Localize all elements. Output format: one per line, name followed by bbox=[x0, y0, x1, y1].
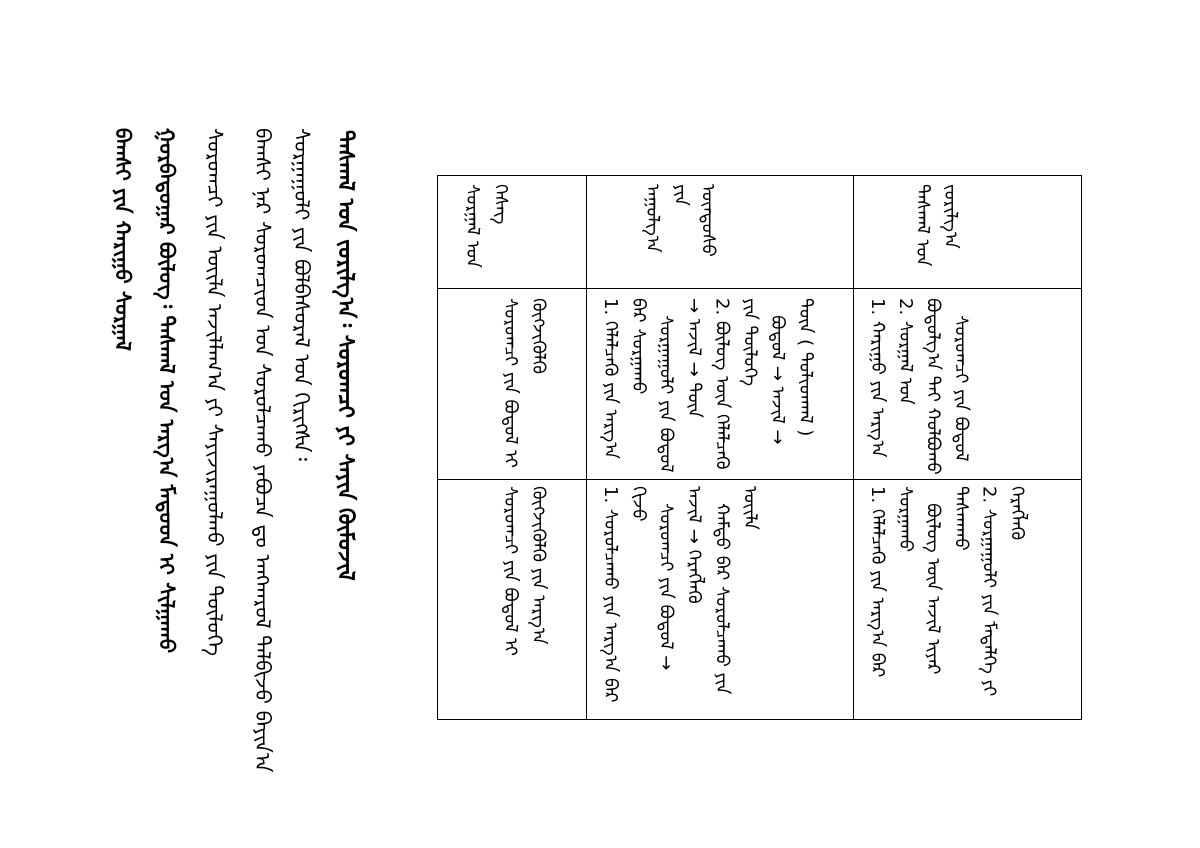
prose-line-2: ᠪᠠᠭᠰᠢ ᠨᠠᠷ ᠰᠤᠷᠤᠭᠴᠢᠳ ᠤᠨ ᠰᠤᠷᠤᠯᠴᠠᠬᠤ ᠶᠠᠪᠤᠴᠠ ᠳᠤ ᠠᠩᠬᠠᠷᠤᠯ ᠲᠠᠯᠪᠢᠵᠤ ᠪᠠᠶᠢᠨ᠎ᠠ bbox=[250, 128, 275, 773]
table-header-3: ᠳᠠᠰᠬᠠᠯ ᠤᠨ ᠵᠣᠷᠢᠯᠭ᠎ᠠ bbox=[911, 184, 961, 273]
heading: ᠳᠠᠰᠬᠠᠯ ᠤᠨ ᠵᠣᠷᠢᠯᠭ᠎ᠠ᠄ ᠰᠤᠷᠤᠭᠴᠢ ᠶᠢ ᠰᠠᠶᠢᠨ ᠬᠥᠮᠦᠵᠢᠯ bbox=[332, 130, 358, 581]
table-cell-content-2: 1. ᠰᠤᠷᠤᠯᠴᠠᠬᠤ ᠶᠢᠨ ᠠᠷᠭ᠎ᠠ ᠪᠡᠷ ᠬᠢᠵᠦ ᠰᠤᠷᠤᠭᠴᠢ ᠶᠢᠨ ᠪᠣᠳᠤᠯ → ᠠᠵᠢᠯ → ᠬᠡᠷᠡᠭᠯᠡᠬᠦ ᠬᠠᠮᠲᠤ ᠪᠡᠷ ᠰᠤᠷᠤᠯᠴᠠᠬᠤ ᠶᠢᠨ ᠦᠢᠯᠡ bbox=[599, 486, 761, 703]
table-cell-part-2: ᠰᠤᠷᠤᠭᠴᠢ ᠶᠢᠨ ᠪᠣᠳᠤᠯ ᠢ ᠬᠦᠭᠵᠢᠭᠦᠯᠬᠦ ᠶᠢᠨ ᠠᠷᠭ᠎ᠠ bbox=[499, 486, 549, 662]
table-header-1: ᠰᠤᠷᠭᠠᠯ ᠤᠨ ᠬᠡᠰᠡᠭ bbox=[461, 184, 511, 274]
prose-line-5: ᠪᠠᠭᠰᠢ ᠶᠢᠨ ᠬᠠᠷᠢᠭᠤ ᠰᠤᠷᠭᠠᠯ bbox=[110, 128, 135, 351]
table-cell-part-1: ᠰᠤᠷᠤᠭᠴᠢ ᠶᠢᠨ ᠪᠣᠳᠤᠯ ᠢ ᠬᠦᠭᠵᠢᠭᠦᠯᠬᠦ bbox=[499, 298, 549, 474]
prose-line-1: ᠰᠤᠷᠭᠠᠭᠤᠯᠢ ᠶᠢᠨ ᠪᠣᠯᠪᠠᠰᠤᠷᠠᠯ ᠤᠨ ᠬᠢᠷᠢᠭᠰᠡ᠄ bbox=[289, 128, 314, 461]
prose-line-3: ᠰᠤᠷᠤᠭᠴᠢ ᠶᠢᠨ ᠦᠢᠯᠡ ᠠᠵᠢᠯᠯᠠᠭ᠎ᠠ ᠶᠢ ᠰᠠᠶᠢᠵᠢᠷᠠᠭᠤᠯᠬᠤ ᠶᠢᠨ ᠲᠥᠯᠥᠭᠡ bbox=[202, 128, 227, 657]
table-cell-content-1: 1. ᠬᠡᠯᠡᠯᠴᠡᠬᠦ ᠶᠢᠨ ᠠᠷᠭ᠎ᠠ ᠪᠡᠷ ᠰᠤᠷᠭᠠᠬᠤ ᠰᠤᠷᠭᠠᠭᠤᠯᠢ ᠶᠢᠨ ᠪᠣᠳᠤᠯ → ᠠᠵᠢᠯ → ᠳᠦᠨ 2. ᠪᠦᠯᠦᠭ ᠦᠨ ᠬᠡᠯᠡᠯᠴᠡᠬᠦ ᠶᠢᠨ ᠲᠥᠯᠥᠭᠡ ᠪᠣᠳᠤᠯ → ᠠᠵᠢᠯ → ᠳᠦᠨ ( ᠲᠣᠯᠢᠳᠬᠠᠯ ) bbox=[599, 298, 817, 473]
table-cell-goal-2: 1. ᠬᠡᠯᠡᠯᠴᠡᠬᠦ ᠶᠢᠨ ᠠᠷᠭ᠎ᠠ ᠪᠡᠷ ᠰᠤᠷᠭᠠᠬᠤ ᠪᠦᠯᠦᠭ ᠦᠨ ᠠᠵᠢᠯ ᠢᠶᠠᠷ ᠳᠠᠰᠬᠠᠬᠤ 2. ᠰᠤᠷᠭᠠᠭᠤᠯᠢ ᠶᠢᠨ ᠮᠡᠳᠡᠯᠭᠡ ᠶᠢ ᠬᠡᠷᠡᠭᠯᠡᠬᠦ bbox=[866, 486, 1028, 697]
lesson-table bbox=[437, 175, 1082, 720]
table-column-divider-2 bbox=[853, 176, 854, 719]
table-header-2: ᠠᠭᠤᠯᠭ᠎ᠠ ᠶᠢᠨ ᠦᠨᠳᠦᠰᠦ bbox=[641, 184, 719, 259]
table-header-divider bbox=[438, 288, 1081, 289]
table-row-divider bbox=[438, 479, 1081, 480]
prose-line-4: ᠭᠤᠷᠪᠠᠳᠤᠭᠠᠷ ᠪᠦᠯᠦᠭ᠄ ᠳᠠᠰᠬᠠᠯ ᠤᠨ ᠠᠷᠭ᠎ᠠ ᠮᠡᠲᠤᠳ ᠢ ᠰᠢᠯᠭᠠᠬᠤ bbox=[154, 128, 179, 654]
table-cell-goal-1: 1. ᠬᠠᠷᠢᠭᠤ ᠶᠢᠨ ᠠᠷᠭ᠎ᠠ 2. ᠰᠤᠷᠭᠠᠯ ᠤᠨ ᠪᠣᠳᠤᠯᠭ᠎ᠠ ᠲᠠᠢ ᠬᠣᠯᠪᠣᠬᠤ ᠰᠤᠷᠤᠭᠴᠢ ᠶᠢᠨ ᠪᠣᠳᠤᠯ bbox=[866, 298, 972, 475]
table-column-divider-1 bbox=[586, 176, 587, 719]
